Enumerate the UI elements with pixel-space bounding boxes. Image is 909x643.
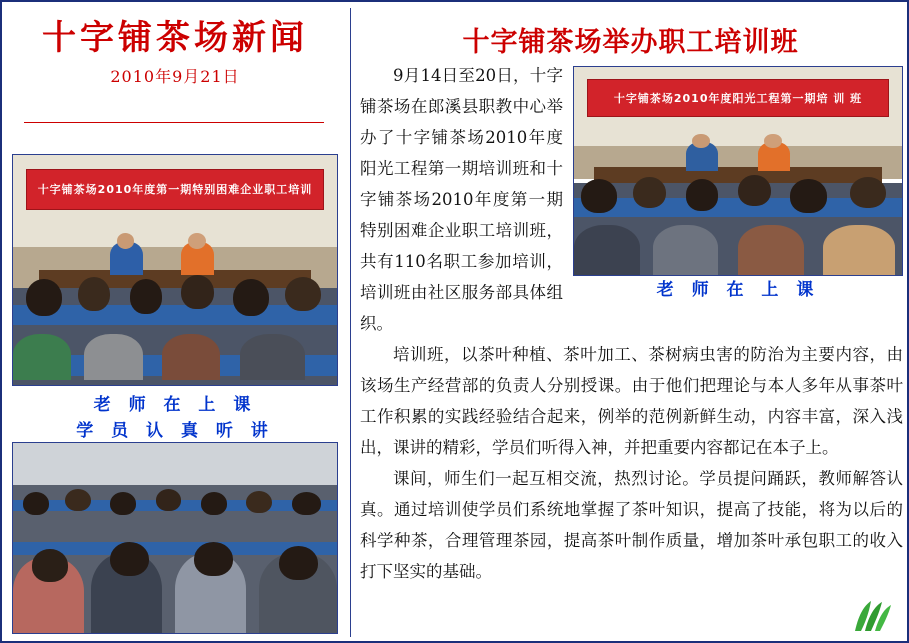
photo-1-head-c (130, 279, 162, 314)
photo-1-speaker-right-head (188, 233, 206, 249)
photo-3-head-i (110, 542, 149, 576)
article-paragraph-2: 培训班，以茶叶种植、茶叶加工、茶树病虫害的防治为主要内容，由该场生产经营部的负责人分别授课。由于他们把理论与本人多年从事茶叶工作积累的实践经验结合起来，例举的范例新鲜生动，内容丰富，深入浅出，课讲的精彩，学员们听得入神，并把重要内容都记在本子上。 (360, 345, 903, 457)
photo-3-head-g (292, 492, 321, 515)
photo-2-content (574, 67, 902, 275)
photo-training-session-2 (573, 66, 903, 276)
publication-date: 2010年9月21日 (110, 67, 240, 86)
article-paragraph-1: 9月14日至20日，十字铺茶场在郎溪县职教中心举办了十字铺茶场2010年度阳光工程第一期培训班和十字铺茶场2010年度第一期特别困难企业职工培训班，共有110名职工参加培训，培训班由社区服务部具体组织。 (360, 66, 563, 333)
photo-3-head-h (32, 549, 68, 581)
photo-2-head-b (633, 177, 666, 208)
photo-2-body-d (823, 225, 895, 275)
photo-2-head-e (790, 179, 826, 212)
photo-1-body-b (84, 334, 142, 380)
photo-3-head-e (201, 492, 227, 515)
article-paragraph-3: 课间，师生们一起互相交流，热烈讨论。学员提问踊跃，教师解答认真。通过培训使学员们系统地掌握了茶叶知识，提高了技能，将为以后的科学种茶，合理管理茶园，提高茶叶制作质量，增加茶叶承包职工的收入打下坚实的基础。 (360, 469, 903, 581)
photo-1-head-d (181, 275, 213, 310)
photo-3-head-a (23, 492, 49, 515)
masthead-divider (24, 122, 324, 123)
masthead (2, 16, 348, 87)
photo-3-head-c (110, 492, 136, 515)
photo-1-head-f (285, 277, 321, 312)
photo-audience-listening (12, 442, 338, 634)
photo-1-banner-text: 十字铺茶场2010年度第一期特别困难企业职工培训 (26, 169, 324, 210)
photo-2-head-d (738, 175, 771, 206)
photo-3-head-j (194, 542, 233, 576)
right-column (354, 2, 907, 641)
left-column (2, 2, 348, 641)
photo-1-caption-line-1: 老 师 在 上 课 (93, 395, 257, 415)
photo-3-head-k (279, 546, 318, 580)
photo-1-bench-1 (13, 305, 337, 326)
photo-3-head-b (65, 489, 91, 512)
photo-1-head-e (233, 279, 269, 316)
photo-training-session-1 (12, 154, 338, 386)
article-headline: 十字铺茶场举办职工培训班 (462, 27, 799, 58)
photo-1-head-a (26, 279, 62, 316)
photo-2-banner-text: 十字铺茶场2010年度阳光工程第一期培 训 班 (587, 79, 889, 116)
tea-leaf-logo-icon (849, 599, 893, 633)
photo-2-body-b (653, 225, 719, 275)
photo-2-body-a (574, 225, 640, 275)
photo-2-body-c (738, 225, 804, 275)
photo-2-caption: 老 师 在 上 课 (656, 280, 820, 300)
photo-3-head-f (246, 491, 272, 514)
photo-1-body-a (13, 334, 71, 380)
photo-1-body-c (162, 334, 220, 380)
photo-1-caption-line-2: 学 员 认 真 听 讲 (76, 421, 274, 441)
article-body (360, 60, 903, 587)
page-title: 十字铺茶场新闻 (42, 18, 308, 58)
photo-3-content (13, 443, 337, 633)
photo-2-head-f (850, 177, 886, 208)
photo-3-head-d (156, 489, 182, 512)
photo-1-head-b (78, 277, 110, 312)
photo-2-head-c (686, 179, 719, 210)
photo-2-head-a (581, 179, 617, 212)
photo-1-body-d (240, 334, 305, 380)
photo-2-speaker-left-head (692, 134, 710, 149)
column-divider (350, 8, 351, 637)
photo-1-content (13, 155, 337, 385)
